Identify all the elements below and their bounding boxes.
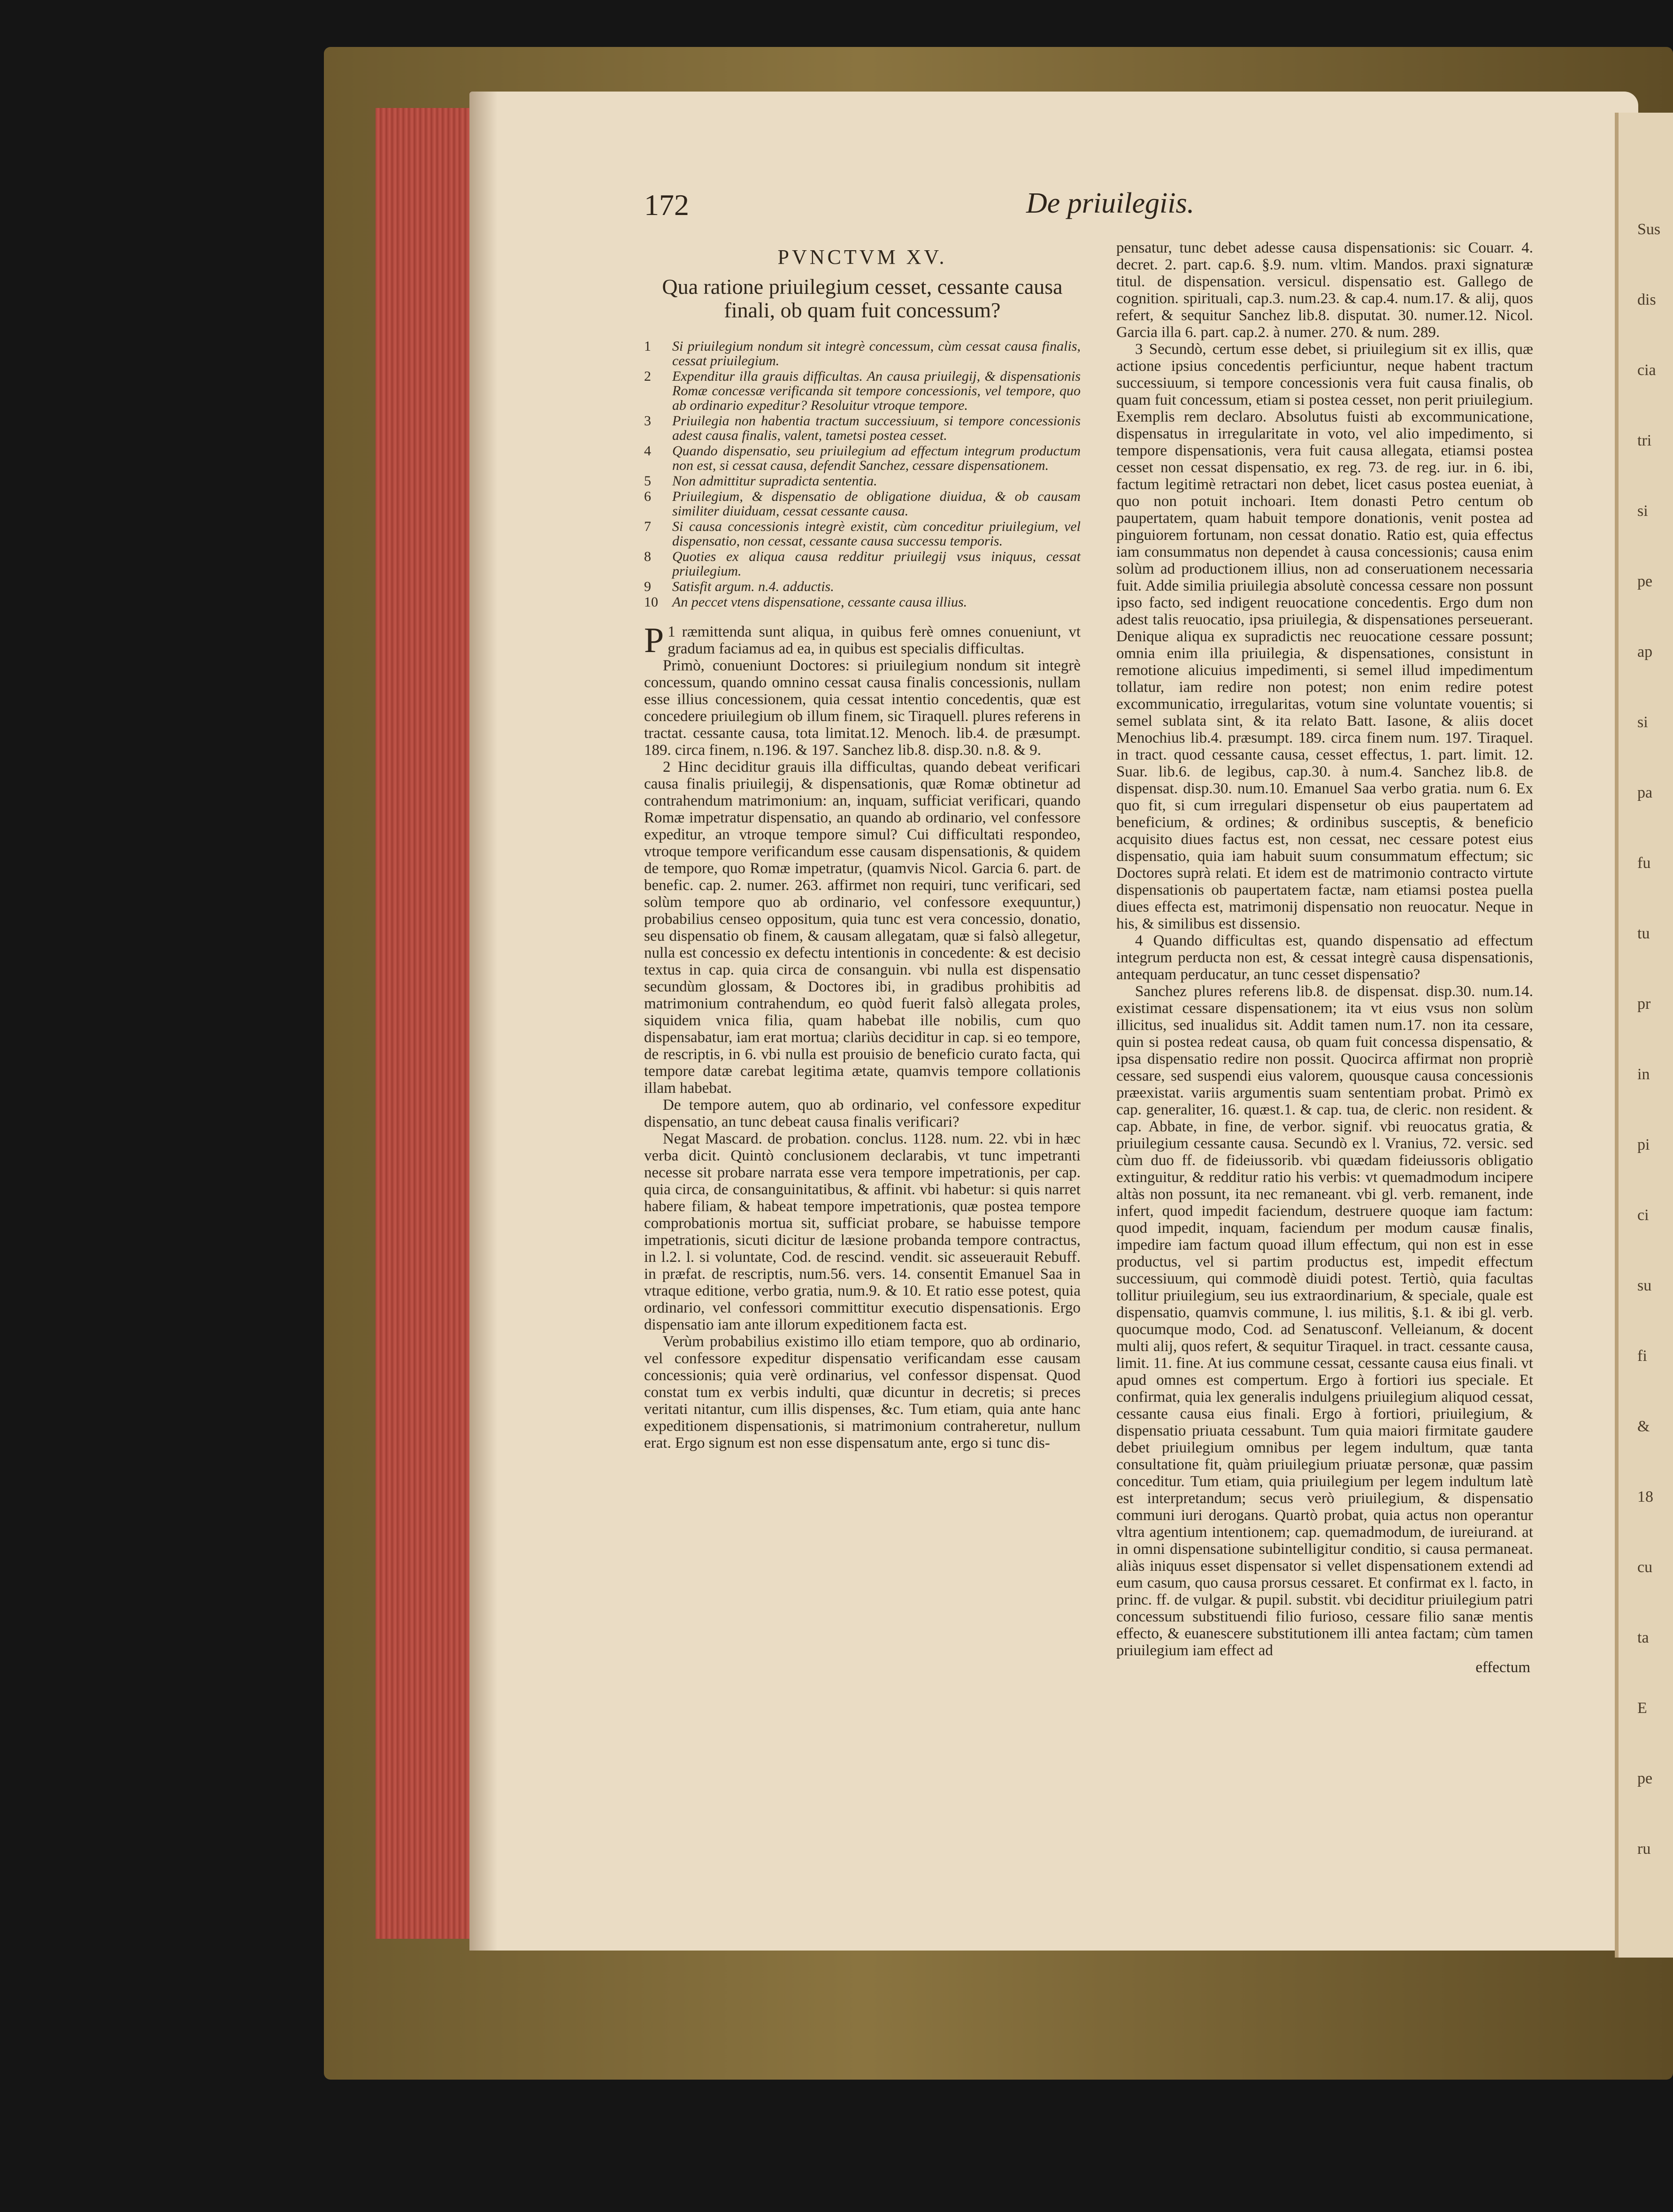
- facing-page-fragment: su: [1637, 1277, 1652, 1294]
- facing-page-fragment: fi: [1637, 1347, 1647, 1365]
- facing-page-fragment: pi: [1637, 1136, 1650, 1153]
- summary-item: [644, 595, 1081, 609]
- facing-page-fragment: cia: [1637, 361, 1656, 379]
- summary-number: 3: [644, 413, 651, 429]
- facing-page-fragment: fu: [1637, 854, 1651, 872]
- summary-text: Priuilegium, & dispensatio de obligatione diuidua, & ob causam similiter diuiduam, cessat cessante causa.: [672, 489, 1081, 519]
- facing-page-margin: [1615, 113, 1673, 1958]
- summary-text: Satisfit argum. n.4. adductis.: [672, 579, 834, 594]
- summary-item: [644, 549, 1081, 578]
- facing-page-fragment: ci: [1637, 1206, 1649, 1224]
- facing-page-fragment: ap: [1637, 643, 1653, 661]
- facing-page-fragment: pr: [1637, 995, 1651, 1013]
- facing-page-fragment: in: [1637, 1066, 1650, 1083]
- facing-page-fragment: si: [1637, 502, 1648, 520]
- summary-text: Si causa concessionis integrè existit, cùm conceditur priuilegium, vel dispensatio, non cessat, cessante causa successu temporis.: [672, 519, 1081, 549]
- paragraph: 1 P ræmittenda sunt aliqua, in quibus ferè omnes conueniunt, vt gradum faciamus ad ea, in quibus est specialis difficultas.: [644, 621, 1081, 660]
- facing-page-fragment: ru: [1637, 1840, 1651, 1858]
- summary-text: Non admittitur supradicta sententia.: [672, 473, 877, 489]
- red-page-edges: [376, 108, 474, 1939]
- summary-number: 8: [644, 549, 651, 564]
- summary-text: Expenditur illa grauis difficultas. An causa priuilegij, & dispensationis Romæ concessæ verificanda sit tempore concessionis, vel tempore, quo ab ordinario expeditur? Resoluitur vtroque tempore.: [672, 369, 1081, 413]
- paragraph: Sanchez plures referens lib.8. de dispensat. disp.30. num.14. existimat cessare dispensationem; ita vt eius vsus non solùm illicitus, sed inualidus sit. Addit tamen num.17. non ita cessare, quin si postea redeat causa, ob quam fuit concessa dispensatio, & ipsa dispensatio redire non possit. Quocirca affirmat non propriè cessare, sed suspendi eius valorem, quousque causa concessionis præexistat. variis argumentis suam sententiam probat. Primò ex cap. generaliter, 16. quæst.1. & cap. tua, de cleric. non resident. & cap. Abbate, in fine, de verbor. signif. vbi reuocatus gratia, & priuilegium cessante causa. Secundò ex l. Vranius, 72. versic. sed cùm duo ff. de fideiussorib. vbi quædam fideiussoris obligatio extinguitur, & redditur ratio his verbis: vt quemadmodum incipere altàs non possunt, ita nec remaneant. vbi gl. verb. remanent, inde infert, quod impedit faciendum, destruere quoque iam factum: quod impedit, inquam, faciendum per modum causæ finalis, impedire iam factum quoad illum effectum, qui non est in esse productus, vel si partim productus est, impedit effectum successiuum, qui commodè diuidi potest. Tertiò, quia facultas tollitur priuilegium, seu ius extraordinarium, & speciale, quale est dispensatio, quamvis commune, l. ius militis, §.1. & ibi gl. verb. quocumque modo, Cod. ad Senatusconf. Velleianum, & docent multi alij, quos refert, & sequitur Tiraquel. in tract. cessante causa, limit. 11. fine. At ius commune cessat, cessante causa eius finali. vt apud omnes est compertum. Ergo à fortiori ius speciale. Et confirmat, quia lex generalis indulgens priuilegium aliquod cessat, cessante causa eius finali. Ergo à fortiori, priuilegium, & dispensatio priuata cessabunt. Tum quia maiori firmitate gaudere debet priuilegium omnibus per legem indultum, quæ tanta consultatione fit, quàm priuilegium priuatæ personæ, quæ passim conceditur. Tum etiam, quia priuilegium per legem indultum latè est interpretandum; secus verò priuilegium, & dispensatio communi iuri derogans. Quartò probat, quia actus non operantur vltra agentium intentionem; cap. quemadmodum, de iureiurand. at in omni dispensatione subintelligitur conditio, si causa permaneat. aliàs iniquus esset dispensator si vellet dispensationem extendi ad eum casum, quo causa prorsus cessaret. Et confirmat ex l. facto, in princ. ff. de vulgar. & pupil. substit. vbi deciditur priuilegium patri concessum substituendi filio furioso, cessare filio sanæ mentis effecto, & euanescere substitutionem illi antea factam; cùm tamen priuilegium iam effect ad: [1116, 983, 1533, 1659]
- paragraph: 3 Secundò, certum esse debet, si priuilegium sit ex illis, quæ actione ipsius concedentis perficiuntur, neque habent tractum successiuum, si tempore concessionis vera fuit causa finalis, ob quam fuit concessum, etiam si postea cesset, non perit priuilegium. Exemplis rem declaro. Absolutus fuisti ab excommunicatione, dispensatus in irregularitate in voto, vel alio impedimento, si tempore dispensationis, vera fuit causa allegata, etiamsi postea cesset non cessat dispensatio, ex reg. 73. de reg. iur. in 6. ibi, factum legitimè retractari non debet, licet casus postea eueniat, à quo non potuit inchoari. Item donasti Petro centum ob paupertatem, quam habuit tempore donationis, venit postea ad pinguiorem fortunam, non cessat donatio. Ratio est, quia effectus iam consummatus non dependet à causa concessionis; causa enim solùm ad productionem illius, non ad conseruationem necessaria fuit. Adde similia priuilegia absolutè concessa cessare non possunt ipso facto, sed indigent reuocatione concedentis. Ergo dum non adest talis reuocatio, ipsa priuilegia, & dispensationes perseuerant. Denique aliqua ex supradictis nec reuocatione cessare possunt; omnia enim illa priuilegia, & dispensationes, consistunt in remotione alicuius impedimenti, si semel illud impedimentum tollatur, iam redire non potest; non enim redire potest excommunicatio, irregularitas, votum sine voluntate vouentis; si semel sublata sint, & ita relato Batt. Iasone, & aliis docet Menochius lib.4. præsumpt. 189. circa finem num. 197. Tiraquel. in tract. quod cessante causa, cesset effectus, 1. part. limit. 12. Suar. lib.6. de legibus, cap.30. à num.4. Sanchez lib.8. de dispensat. disp.30. num.10. Emanuel Saa verbo gratia. num 6. Ex quo fit, si cum irregulari dispensetur ob eius paupertatem ad beneficium, & ordines; & ordinibus susceptis, & beneficio acquisito diues factus est, non cessat, nec cessare potest eius dispensatio, quia iam habuit suum consummatum effectum; sic Doctores suprà relati. Et idem est de matrimonio contracto virtute dispensationis ob paupertatem factæ, nam etiamsi postea puella diues effecta est, matrimonij dispensatio non reuocatur. Neque in his, & similibus est dissensio.: [1116, 341, 1533, 932]
- paragraph: pensatur, tunc debet adesse causa dispensationis: sic Couarr. 4. decret. 2. part. cap.6. §.9. num. vltim. Mandos. praxi signaturæ titul. de dispensation. versicul. dispensatio est. Gallego de cognition. spirituali, cap.3. num.23. & cap.4. num.17. & alij, quos refert, & sequitur Sanchez lib.8. disputat. 30. numer.12. Nicol. Garcia illa 6. part. cap.2. à numer. 270. & num. 289.: [1116, 239, 1533, 341]
- summary-item: [644, 339, 1081, 368]
- summary-item: [644, 444, 1081, 473]
- summary-item: [644, 519, 1081, 548]
- gutter-shadow: [469, 92, 498, 1951]
- left-column: [644, 239, 1081, 1452]
- summary-text: Priuilegia non habentia tractum successiuum, si tempore concessionis adest causa finalis, valent, tametsi postea cesset.: [672, 413, 1081, 443]
- summary-text: Quoties ex aliqua causa redditur priuilegij vsus iniquus, cessat priuilegium.: [672, 549, 1081, 579]
- facing-page-fragment: E: [1637, 1699, 1647, 1717]
- paragraph: 4 Quando difficultas est, quando dispensatio ad effectum integrum perducta non est, & cessat integrè causa dispensationis, antequam perducatur, an tunc cesset dispensatio?: [1116, 932, 1533, 983]
- summary-item: [644, 474, 1081, 488]
- right-body-text: [1116, 239, 1533, 1659]
- running-head: De priuilegiis.: [1026, 187, 1195, 219]
- summary-item: [644, 579, 1081, 594]
- question-title: Qua ratione priuilegium cesset, cessante causa finali, ob quam fuit concessum?: [662, 275, 1063, 322]
- paragraph-text: ræmittenda sunt aliqua, in quibus ferè omnes conueniunt, vt gradum faciamus ad ea, in quibus est specialis difficultas.: [668, 623, 1081, 657]
- paragraph: Primò, conueniunt Doctores: si priuilegium nondum sit integrè concessum, quando omnino cessat causa finalis concessionis, nullam esse illius concessionem, quia cessat intentio concedentis, quæ est concedere priuilegium ob illum finem, sic Tiraquell. plures referens in tractat. cessante causa, tota limitat.12. Menoch. lib.4. de præsumpt. 189. circa finem, n.196. & 197. Sanchez lib.8. disp.30. n.8. & 9.: [644, 657, 1081, 759]
- page-number: 172: [644, 188, 689, 222]
- summary-number: 9: [644, 579, 651, 594]
- summary-number: 4: [644, 443, 651, 459]
- summary-item: [644, 369, 1081, 413]
- summary-number: 1: [644, 338, 651, 354]
- summary-number: 5: [644, 473, 651, 489]
- left-body-text: [644, 623, 1081, 1452]
- facing-page-fragment: pa: [1637, 784, 1653, 801]
- summary-item: [644, 489, 1081, 518]
- summary-text: An peccet vtens dispensatione, cessante causa illius.: [672, 594, 967, 610]
- paragraph: Verùm probabilius existimo illo etiam tempore, quo ab ordinario, vel confessore expeditur dispensatio verificandam esse causam concessionis; quia verè ordinarius, vel confessor dispensat. Quod constat tum ex verbis indulti, quæ dicuntur in decretis; si preces veritati nitantur, cum illis dispenses, &c. Tum etiam, quia ante hanc expeditionem dispensationis, si matrimonium contraheretur, nullum erat. Ergo signum est non esse dispensatum ante, ergo si tunc dis-: [644, 1333, 1081, 1452]
- catchword: effectum: [1475, 1659, 1530, 1676]
- facing-page-fragment: 18: [1637, 1488, 1653, 1505]
- right-column: [1116, 239, 1533, 1676]
- summary-item: [644, 414, 1081, 443]
- summary-number: 10: [644, 594, 658, 610]
- facing-page-fragment: dis: [1637, 291, 1656, 308]
- facing-page-fragment: tri: [1637, 432, 1652, 449]
- summary-list: [644, 339, 1081, 609]
- summary-number: 6: [644, 489, 651, 504]
- facing-page-fragment: cu: [1637, 1559, 1653, 1576]
- facing-page-fragment: &: [1637, 1418, 1650, 1435]
- summary-text: Si priuilegium nondum sit integrè concessum, cùm cessat causa finalis, cessat priuilegium.: [672, 338, 1081, 369]
- paragraph: De tempore autem, quo ab ordinario, vel confessore expeditur dispensatio, an tunc debeat causa finalis verificari?: [644, 1097, 1081, 1130]
- summary-number: 7: [644, 519, 651, 534]
- section-heading: PVNCTVM XV.: [777, 246, 947, 269]
- drop-cap: P: [644, 621, 664, 660]
- facing-page-fragment: si: [1637, 714, 1648, 731]
- facing-page-fragment: pe: [1637, 1770, 1653, 1787]
- facing-page-fragment: Sus: [1637, 221, 1661, 238]
- paragraph: 2 Hinc deciditur grauis illa difficultas, quando debeat verificari causa finalis priuilegij, & dispensationis, quæ Romæ obtinetur ad contrahendum matrimonium: an, inquam, sufficiat verificari, quando Romæ impetratur dispensatio, an quando ab ordinario, vel confessore expeditur, an vtroque tempore simul? Cui difficultati respondeo, vtroque tempore verificandum esse causam dispensationis, & quidem de tempore, quo Romæ impetratur, (quamvis Nicol. Garcia 6. part. de benefic. cap. 2. numer. 263. affirmet non requiri, tunc verificari, sed solùm tempore quo ab ordinario, vel confessore exequuntur,) probabilius censeo oppositum, quia tunc est vera concessio, donatio, seu dispensatio ob finem, & causam allegatam, quæ si falsò allegetur, nulla est concessio ex defectu intentionis in concedente: & est decisio textus in cap. quia circa de consanguin. vbi nulla est dispensatio secundùm glossam, & Doctores ibi, in gradibus prohibitis ad matrimonium contrahendum, eo quòd fuerit falsò allegata proles, siquidem vnica filia, quam habebat ille nobilis, cum quo dispensabatur, iam erat mortua; clariùs deciditur in cap. si eo tempore, de rescriptis, in 6. vbi nulla est prouisio de beneficio curato facta, qui tempore datæ carebat legitima ætate, quamvis tempore collationis illam habebat.: [644, 759, 1081, 1097]
- summary-number: 2: [644, 369, 651, 384]
- facing-page-fragment: pe: [1637, 573, 1653, 590]
- facing-page-fragment: tu: [1637, 925, 1650, 942]
- facing-page-fragment: ta: [1637, 1629, 1649, 1646]
- paragraph: Negat Mascard. de probation. conclus. 1128. num. 22. vbi in hæc verba dicit. Quintò conclusionem declarabis, vt tunc impetranti necesse sit probare narrata esse vera tempore impetrationis, per cap. quia circa, de consanguinitatibus, & affinit. vbi habetur: si quis narret habere filiam, & habeat tempore impetrationis, quæ postea tempore comprobationis mortua sit, sufficiat probare, se habuisse tempore impetrationis, sicuti dicitur de læsione probanda tempore contractus, in l.2. l. si voluntate, Cod. de rescind. vendit. sic asseuerauit Rebuff. in præfat. de rescriptis, num.56. vers. 14. consentit Emanuel Saa in vtraque editione, verbo gratia, num.9. & 10. Et ratio esse potest, quia ordinario, vel confessori committitur executio dispensationis. Ergo dispensatio iam ante illorum expeditionem facta est.: [644, 1130, 1081, 1333]
- summary-text: Quando dispensatio, seu priuilegium ad effectum integrum productum non est, si cessat causa, defendit Sanchez, cessare dispensationem.: [672, 443, 1081, 473]
